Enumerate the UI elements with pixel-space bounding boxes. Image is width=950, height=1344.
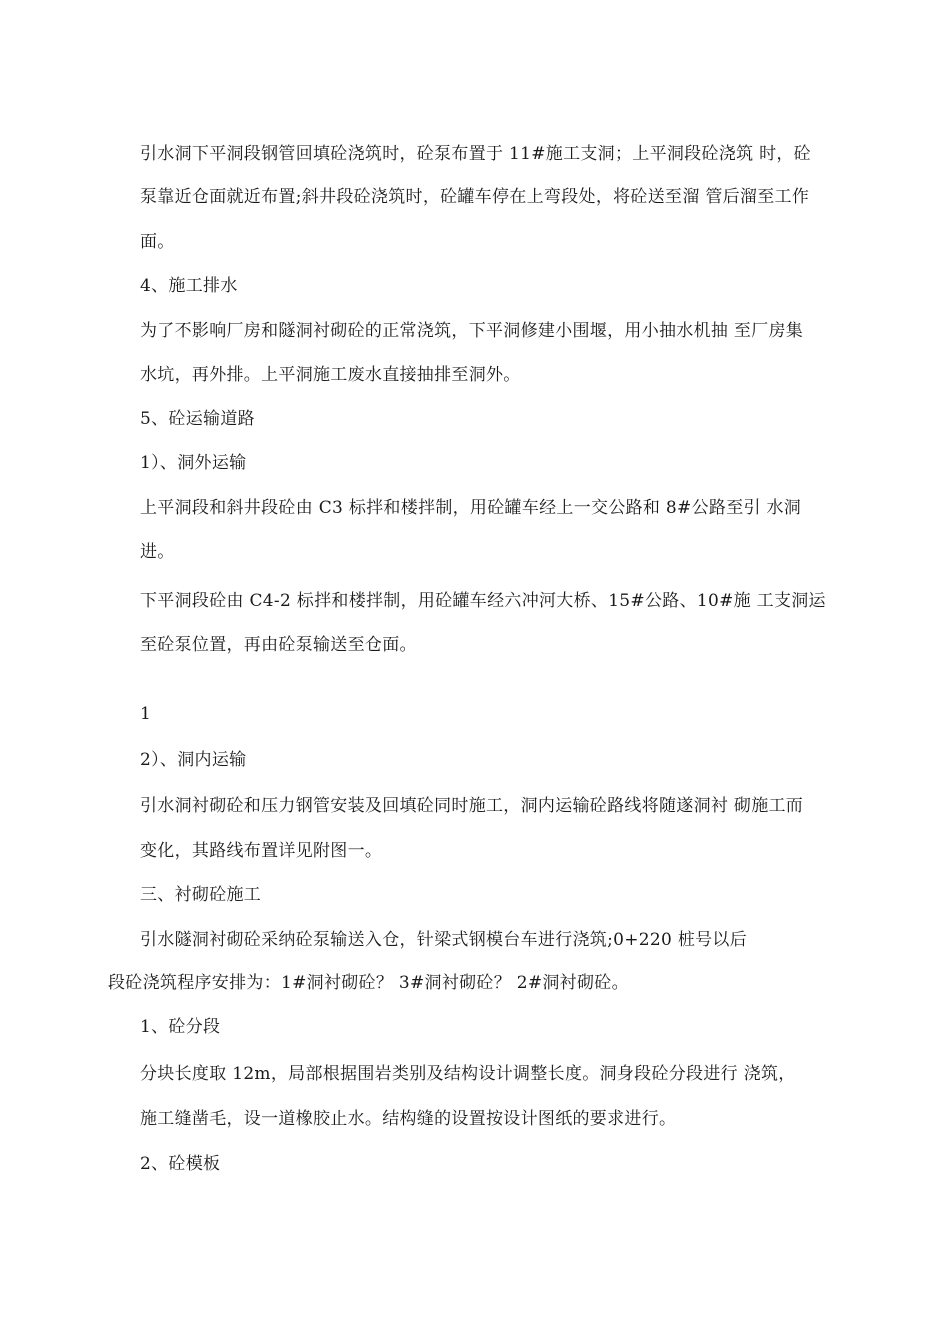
- body-text-line: 施工缝凿毛，设一道橡胶止水。结构缝的设置按设计图纸的要求进行。: [140, 1109, 677, 1129]
- body-text-line: 面。: [140, 232, 175, 252]
- body-text-line: 分块长度取 12m，局部根据围岩类别及结构设计调整长度。洞身段砼分段进行 浇筑，: [140, 1064, 796, 1084]
- body-text-line: 泵靠近仓面就近布置;斜井段砼浇筑时，砼罐车停在上弯段处，将砼送至溜 管后溜至工作: [140, 187, 810, 207]
- body-text-line: 引水隧洞衬砌砼采纳砼泵输送入仓，针梁式钢模台车进行浇筑;0+220 桩号以后: [140, 930, 748, 950]
- body-text-line: 进。: [140, 542, 175, 562]
- body-text-line: 下平洞段砼由 C4-2 标拌和楼拌制，用砼罐车经六冲河大桥、15#公路、10#施 工支洞运: [140, 591, 826, 611]
- body-text-line: 为了不影响厂房和隧洞衬砌砼的正常浇筑，下平洞修建小围堰，用小抽水机抽 至厂房集: [140, 321, 804, 341]
- section-heading: 2、砼模板: [140, 1154, 221, 1174]
- section-heading: 三、衬砌砼施工: [140, 885, 262, 905]
- body-text-line: 至砼泵位置，再由砼泵输送至仓面。: [140, 635, 417, 655]
- body-text-line: 水坑，再外排。上平洞施工废水直接抽排至洞外。: [140, 365, 521, 385]
- subsection-heading: 1）、洞外运输: [140, 453, 247, 473]
- subsection-heading: 2）、洞内运输: [140, 750, 247, 770]
- body-text-line: 变化，其路线布置详见附图一。: [140, 841, 383, 861]
- body-text-line: 引水洞衬砌砼和压力钢管安装及回填砼同时施工，洞内运输砼路线将随遂洞衬 砌施工而: [140, 796, 804, 816]
- body-text-line: 引水洞下平洞段钢管回填砼浇筑时，砼泵布置于 11#施工支洞；上平洞段砼浇筑 时，砼: [140, 144, 811, 164]
- section-heading: 5、砼运输道路: [140, 409, 255, 429]
- section-heading: 4、施工排水: [140, 276, 238, 296]
- page-number: 1: [140, 704, 152, 724]
- section-heading: 1、砼分段: [140, 1017, 221, 1037]
- body-text-line: 段砼浇筑程序安排为：1#洞衬砌砼？ 3#洞衬砌砼？ 2#洞衬砌砼。: [108, 973, 629, 993]
- body-text-line: 上平洞段和斜井段砼由 C3 标拌和楼拌制，用砼罐车经上一交公路和 8#公路至引 水洞: [140, 498, 802, 518]
